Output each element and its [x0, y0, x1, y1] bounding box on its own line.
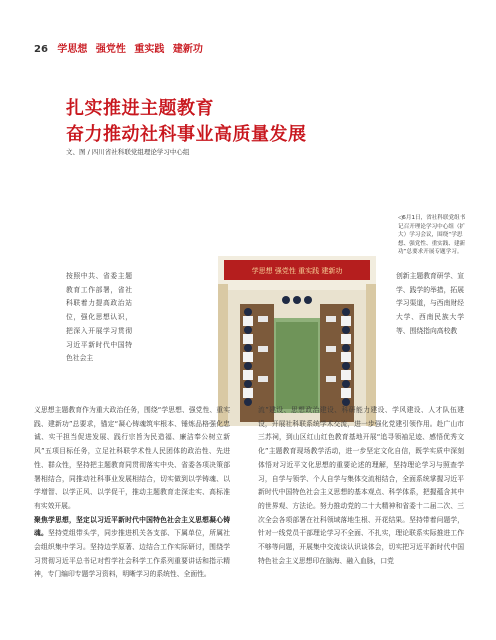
header-keyword: 建新功 — [172, 44, 203, 55]
body-column-right-top — [396, 270, 464, 339]
page-number: 26 — [34, 44, 48, 55]
body-column-left-top — [66, 270, 132, 366]
article-title-line-1: 扎实推进主题教育 — [66, 98, 214, 119]
body-column-left — [34, 404, 230, 582]
meeting-photo-illustration — [218, 256, 376, 426]
article-byline: 文、图 / 四川省社科联党组理论学习中心组 — [66, 148, 190, 156]
photo-caption: ◁6月1日，省社科联党组书记召开理论学习中心组（扩大）学习会议，围绕“学思想、强党性、重实践、建新功”总要求开展专题学习。 — [398, 215, 466, 255]
photo-banner-text: 学思想 强党性 重实践 建新功 — [251, 267, 343, 275]
body-paragraph: 创新主题教育研学、宣学、践学的举措，拓展学习渠道，与西南财经大学、西南民族大学等、围绕指向高校教 — [396, 272, 464, 335]
article-title-line-2: 奋力推动社科事业高质量发展 — [66, 124, 307, 145]
header-keyword: 重实践 — [134, 44, 165, 55]
body-paragraph: 流”建设、思想政治建设、科研能力建设、学风建设、人才队伍建设，开展社科联系统学术交流，进一步强化党建引领作用。赴广山市三苏祠，到山区红山红色教育基地开展“追寻领袖足迹、感悟优秀文化”主题教育现场教学活动，进一步坚定文化自信，既学实质中深刻体悟对习近平文化思想的重要论述的理解，坚持理论学习与照查学习，自学与领学、个人自学与集体交流相结合，全面系统掌握习近平新时代中国特色社会主义思想的基本观点、科学体系，把握蕴含其中的世界观、方法论。努力推动党的二十大精神和省委十二届二次、三次全会各项部署在社科领域落地生根、开花结果。坚持带着问题学，针对一线党员干部理论学习不全面、不扎实，理论联系实际推进工作不够等问题，开展集中交流谈认识谈体会，切实把习近平新时代中国特色社会主义思想印在脑海、融入血脉，口党 — [258, 406, 464, 565]
body-paragraph: 坚持党组带头学，同步推进机关各支部、下属单位，所属社会组织集中学习。坚持边学原著、边结合工作实际研讨，围绕学习贯彻习近平总书记对哲学社会科学工作系列重要讲话和指示精神，专门编印专题学习资料，明晰学习的系统性、全面性。 — [34, 529, 230, 579]
running-header — [34, 40, 208, 55]
body-paragraph: 义思想主题教育作为重大政治任务，围绕“学思想、强党性、重实践、建新功”总要求，锚定“凝心铸魂筑牢根本、锤炼品格强化忠诚、实干担当促进发展、践行宗旨为民造福、廉洁奉公树立新风”五项目标任务，立足社科联学术性人民团体的政治性、先进性、群众性，坚持把主题教育同贯彻落实中央、省委各项决策部署相结合，同推动社科事业发展相结合，切实做到以学铸魂、以学增智、以学正风、以学促干，推动主题教育走深走实、高标准有实效开展。 — [34, 406, 230, 510]
meeting-photo — [218, 256, 376, 426]
header-keyword: 强党性 — [95, 44, 126, 55]
header-keyword: 学思想 — [57, 44, 88, 55]
body-paragraph: 按照中共、省委主题教育工作部署，省社科联着力提高政治站位，强化思想认识，把深入开展学习贯彻习近平新时代中国特色社会主 — [66, 272, 132, 363]
body-column-right — [258, 404, 464, 568]
section-heading: 聚焦学思想，坚定以习近平新时代中国特色社会主义思想凝心铸魂。 — [34, 515, 230, 538]
